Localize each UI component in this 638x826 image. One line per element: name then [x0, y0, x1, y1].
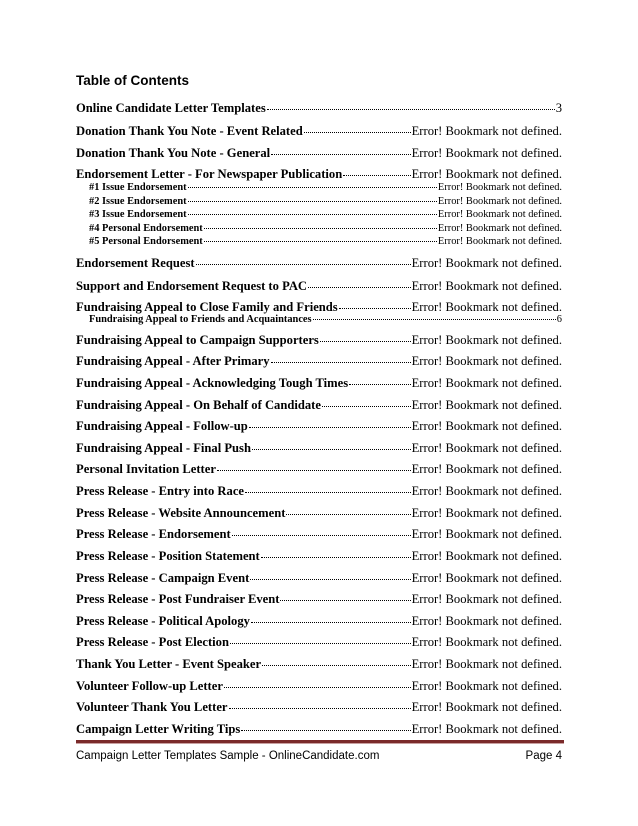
- toc-leader-dots: [252, 443, 411, 450]
- toc-entry[interactable]: [76, 462, 562, 477]
- toc-heading: Table of Contents: [76, 73, 189, 88]
- toc-entry[interactable]: [76, 614, 562, 629]
- toc-entry[interactable]: [76, 376, 562, 391]
- toc-entry[interactable]: [76, 182, 562, 193]
- toc-entry-page: Error! Bookmark not defined.: [411, 354, 562, 368]
- toc-entry-page: Error! Bookmark not defined.: [411, 398, 562, 412]
- toc-entry[interactable]: [76, 236, 562, 247]
- toc-entry[interactable]: [76, 506, 562, 521]
- toc-entry[interactable]: [76, 484, 562, 499]
- toc-entry[interactable]: [76, 167, 562, 182]
- toc-leader-dots: [188, 209, 437, 215]
- toc-entry[interactable]: [76, 441, 562, 456]
- toc-entry-title: Thank You Letter - Event Speaker: [76, 657, 262, 671]
- toc-leader-dots: [271, 148, 410, 155]
- toc-entry-page: Error! Bookmark not defined.: [411, 592, 562, 606]
- toc-entry-page: Error! Bookmark not defined.: [411, 256, 562, 270]
- toc-entry-title: Campaign Letter Writing Tips: [76, 722, 241, 736]
- toc-entry-page: Error! Bookmark not defined.: [411, 527, 562, 541]
- toc-leader-dots: [204, 223, 437, 229]
- toc-entry[interactable]: [76, 209, 562, 220]
- toc-leader-dots: [217, 464, 411, 471]
- toc-entry[interactable]: [76, 419, 562, 434]
- toc-leader-dots: [241, 724, 410, 731]
- toc-entry-page: Error! Bookmark not defined.: [411, 657, 562, 671]
- toc-entry[interactable]: [76, 256, 562, 271]
- toc-entry-title: Fundraising Appeal - Final Push: [76, 441, 251, 455]
- toc-leader-dots: [339, 302, 411, 309]
- toc-entry-page: Error! Bookmark not defined.: [411, 441, 562, 455]
- toc-entry[interactable]: [76, 571, 562, 586]
- toc-leader-dots: [245, 486, 411, 493]
- toc-entry-title: #4 Personal Endorsement: [89, 223, 203, 234]
- toc-entry-title: #1 Issue Endorsement: [89, 182, 187, 193]
- toc-entry-page: Error! Bookmark not defined.: [437, 182, 562, 193]
- toc-entry-title: Endorsement Letter - For Newspaper Publication: [76, 167, 343, 181]
- toc-leader-dots: [320, 335, 411, 342]
- toc-leader-dots: [250, 573, 410, 580]
- toc-entry-page: Error! Bookmark not defined.: [411, 124, 562, 138]
- toc-entry-title: Fundraising Appeal - After Primary: [76, 354, 270, 368]
- toc-entry-title: Press Release - Post Fundraiser Event: [76, 592, 280, 606]
- toc-leader-dots: [313, 314, 556, 320]
- toc-leader-dots: [261, 551, 411, 558]
- toc-entry-page: Error! Bookmark not defined.: [437, 196, 562, 207]
- toc-entry[interactable]: [76, 279, 562, 294]
- toc-leader-dots: [262, 659, 411, 666]
- toc-entry-title: Online Candidate Letter Templates: [76, 101, 266, 115]
- toc-leader-dots: [349, 378, 410, 385]
- toc-leader-dots: [230, 637, 411, 644]
- toc-entry-page: Error! Bookmark not defined.: [411, 279, 562, 293]
- toc-leader-dots: [204, 236, 437, 242]
- footer-divider: [76, 740, 564, 744]
- toc-entry-title: Volunteer Thank You Letter: [76, 700, 228, 714]
- toc-entry-page: Error! Bookmark not defined.: [411, 635, 562, 649]
- toc-entry[interactable]: [76, 101, 562, 116]
- toc-entry-title: Fundraising Appeal - On Behalf of Candidate: [76, 398, 321, 412]
- toc-leader-dots: [196, 258, 411, 265]
- toc-leader-dots: [232, 529, 411, 536]
- toc-leader-dots: [229, 702, 411, 709]
- toc-entry[interactable]: [76, 700, 562, 715]
- toc-entry-page: Error! Bookmark not defined.: [411, 571, 562, 585]
- toc-leader-dots: [271, 356, 411, 363]
- footer-page-number: Page 4: [525, 750, 562, 762]
- toc-leader-dots: [343, 169, 410, 176]
- toc-entry[interactable]: [76, 223, 562, 234]
- toc-leader-dots: [188, 182, 437, 188]
- toc-entry[interactable]: [76, 124, 562, 139]
- toc-entry[interactable]: [76, 196, 562, 207]
- toc-entry-page: Error! Bookmark not defined.: [411, 506, 562, 520]
- toc-entry-title: Fundraising Appeal to Close Family and Friends: [76, 300, 338, 314]
- toc-entry[interactable]: [76, 146, 562, 161]
- toc-entry[interactable]: [76, 657, 562, 672]
- toc-entry-title: Donation Thank You Note - Event Related: [76, 124, 303, 138]
- toc-entry-page: Error! Bookmark not defined.: [437, 209, 562, 220]
- toc-entry-page: Error! Bookmark not defined.: [411, 462, 562, 476]
- toc-entry-title: Press Release - Position Statement: [76, 549, 260, 563]
- toc-entry[interactable]: [76, 679, 562, 694]
- toc-leader-dots: [188, 196, 437, 202]
- toc-entry-page: 3: [555, 101, 562, 115]
- toc-entry[interactable]: [76, 300, 562, 315]
- toc-entry-title: Press Release - Political Apology: [76, 614, 250, 628]
- toc-entry-title: Volunteer Follow-up Letter: [76, 679, 223, 693]
- toc-entry-page: Error! Bookmark not defined.: [411, 146, 562, 160]
- toc-entry-page: Error! Bookmark not defined.: [411, 333, 562, 347]
- toc-entry-title: Support and Endorsement Request to PAC: [76, 279, 308, 293]
- footer-title: Campaign Letter Templates Sample - OnlineCandidate.com: [76, 750, 380, 762]
- toc-leader-dots: [280, 594, 410, 601]
- toc-leader-dots: [322, 400, 411, 407]
- toc-entry-page: Error! Bookmark not defined.: [437, 236, 562, 247]
- toc-leader-dots: [304, 126, 411, 133]
- toc-entry-page: Error! Bookmark not defined.: [411, 419, 562, 433]
- toc-entry-title: Press Release - Entry into Race: [76, 484, 244, 498]
- toc-entry-page: Error! Bookmark not defined.: [411, 300, 562, 314]
- toc-entry-page: Error! Bookmark not defined.: [411, 167, 562, 181]
- toc-entry-title: #3 Issue Endorsement: [89, 209, 187, 220]
- toc-entry-page: Error! Bookmark not defined.: [437, 223, 562, 234]
- toc-leader-dots: [267, 103, 555, 110]
- toc-entry-title: Fundraising Appeal to Friends and Acquaintances: [89, 314, 312, 325]
- toc-entry-page: Error! Bookmark not defined.: [411, 722, 562, 736]
- toc-entry-title: Press Release - Post Election: [76, 635, 229, 649]
- toc-entry-page: 6: [556, 314, 562, 325]
- toc-entry-title: Press Release - Endorsement: [76, 527, 231, 541]
- toc-entry-title: Fundraising Appeal - Acknowledging Tough Times: [76, 376, 349, 390]
- toc-entry-page: Error! Bookmark not defined.: [411, 614, 562, 628]
- toc-entry-title: Press Release - Campaign Event: [76, 571, 250, 585]
- toc-entry-title: Endorsement Request: [76, 256, 195, 270]
- toc-entry[interactable]: [76, 592, 562, 607]
- toc-leader-dots: [286, 508, 410, 515]
- toc-entry[interactable]: [76, 549, 562, 564]
- toc-entry-title: Donation Thank You Note - General: [76, 146, 271, 160]
- toc-entry-title: Fundraising Appeal to Campaign Supporters: [76, 333, 319, 347]
- toc-entry[interactable]: [76, 354, 562, 369]
- toc-entry-title: Personal Invitation Letter: [76, 462, 216, 476]
- toc-entry-page: Error! Bookmark not defined.: [411, 549, 562, 563]
- toc-entry-page: Error! Bookmark not defined.: [411, 679, 562, 693]
- toc-entry[interactable]: [76, 398, 562, 413]
- toc-leader-dots: [224, 681, 411, 688]
- toc-leader-dots: [251, 616, 411, 623]
- toc-entry[interactable]: [76, 314, 562, 325]
- toc-entry-title: Fundraising Appeal - Follow-up: [76, 419, 248, 433]
- toc-entry[interactable]: [76, 333, 562, 348]
- toc-entry-page: Error! Bookmark not defined.: [411, 484, 562, 498]
- toc-entry[interactable]: [76, 527, 562, 542]
- toc-leader-dots: [249, 421, 411, 428]
- toc-leader-dots: [308, 281, 411, 288]
- toc-entry-page: Error! Bookmark not defined.: [411, 700, 562, 714]
- toc-entry[interactable]: [76, 635, 562, 650]
- toc-entry-title: #2 Issue Endorsement: [89, 196, 187, 207]
- toc-entry[interactable]: [76, 722, 562, 737]
- toc-entry-page: Error! Bookmark not defined.: [411, 376, 562, 390]
- toc-entry-title: Press Release - Website Announcement: [76, 506, 286, 520]
- toc-entry-title: #5 Personal Endorsement: [89, 236, 203, 247]
